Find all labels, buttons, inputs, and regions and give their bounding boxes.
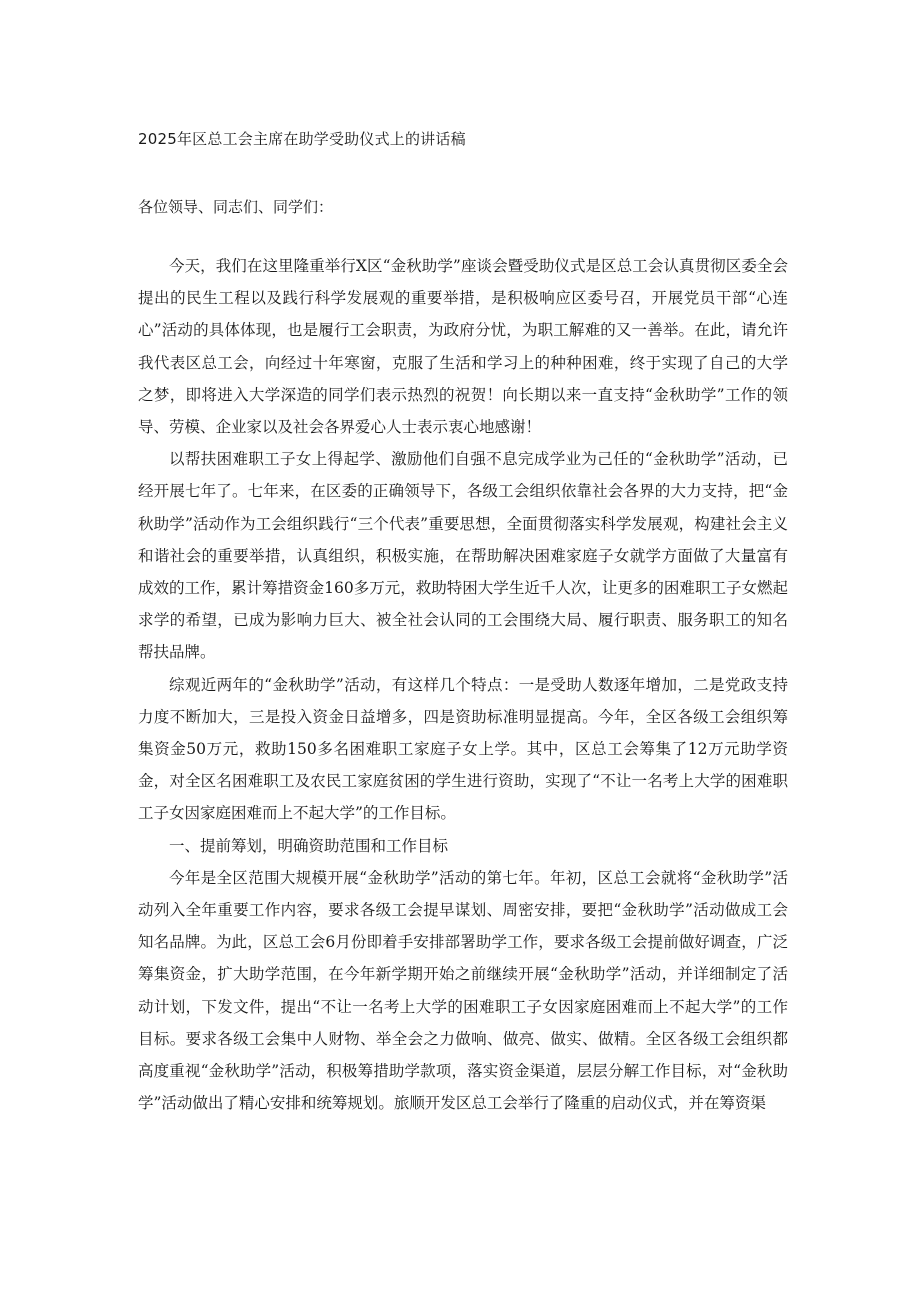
paragraph-opening: 今天，我们在这里隆重举行X区“金秋助学”座谈会暨受助仪式是区总工会认真贯彻区委全会提出的民生工程以及践行科学发展观的重要举措，是积极响应区委号召，开展党员干部“心连心”活动的具体体现，也是履行工会职责，为政府分忧，为职工解难的又一善举。在此，请允许我代表区总工会，向经过十年寒窗，克服了生活和学习上的种种困难，终于实现了自己的大学之梦，即将进入大学深造的同学们表示热烈的祝贺！向长期以来一直支持“金秋助学”工作的领导、劳模、企业家以及社会各界爱心人士表示衷心地感谢！: [138, 257, 788, 437]
document-title: 2025年区总工会主席在助学受助仪式上的讲话稿: [138, 130, 466, 148]
paragraph-features: 综观近两年的“金秋助学”活动，有这样几个特点：一是受助人数逐年增加，二是党政支持力度不断加大，三是投入资金日益增多，四是资助标准明显提高。今年，全区各级工会组织筹集资金50万元，救助150多名困难职工家庭子女上学。其中，区总工会筹集了12万元助学资金，对全区名困难职工及农民工家庭贫困的学生进行资助，实现了“不让一名考上大学的困难职工子女因家庭困难而上不起大学”的工作目标。: [138, 675, 788, 823]
document-body: [138, 250, 788, 1119]
paragraph-history: 以帮扶困难职工子女上得起学、激励他们自强不息完成学业为己任的“金秋助学”活动，已经开展七年了。七年来，在区委的正确领导下，各级工会组织依靠社会各界的大力支持，把“金秋助学”活动作为工会组织践行“三个代表”重要思想，全面贯彻落实科学发展观，构建社会主义和谐社会的重要举措，认真组织，积极实施，在帮助解决困难家庭子女就学方面做了大量富有成效的工作，累计筹措资金160多万元，救助特困大学生近千人次，让更多的困难职工子女燃起求学的希望，已成为影响力巨大、被全社会认同的工会围绕大局、履行职责、服务职工的知名帮扶品牌。: [138, 450, 788, 662]
salutation: 各位领导、同志们、同学们：: [138, 198, 334, 216]
section-heading: 一、提前筹划，明确资助范围和工作目标: [169, 836, 449, 855]
paragraph-section-one: 今年是全区范围大规模开展“金秋助学”活动的第七年。年初，区总工会就将“金秋助学”活动列入全年重要工作内容，要求各级工会提早谋划、周密安排，要把“金秋助学”活动做成工会知名品牌。为此，区总工会6月份即着手安排部署助学工作，要求各级工会提前做好调查，广泛筹集资金，扩大助学范围，在今年新学期开始之前继续开展“金秋助学”活动，并详细制定了活动计划，下发文件，提出“不让一名考上大学的困难职工子女因家庭困难而上不起大学”的工作目标。要求各级工会集中人财物、举全会之力做响、做亮、做实、做精。全区各级工会组织都高度重视“金秋助学”活动，积极筹措助学款项，落实资金渠道，层层分解工作目标，对“金秋助学”活动做出了精心安排和统筹规划。旅顺开发区总工会举行了隆重的启动仪式，并在筹资渠: [138, 868, 788, 1113]
